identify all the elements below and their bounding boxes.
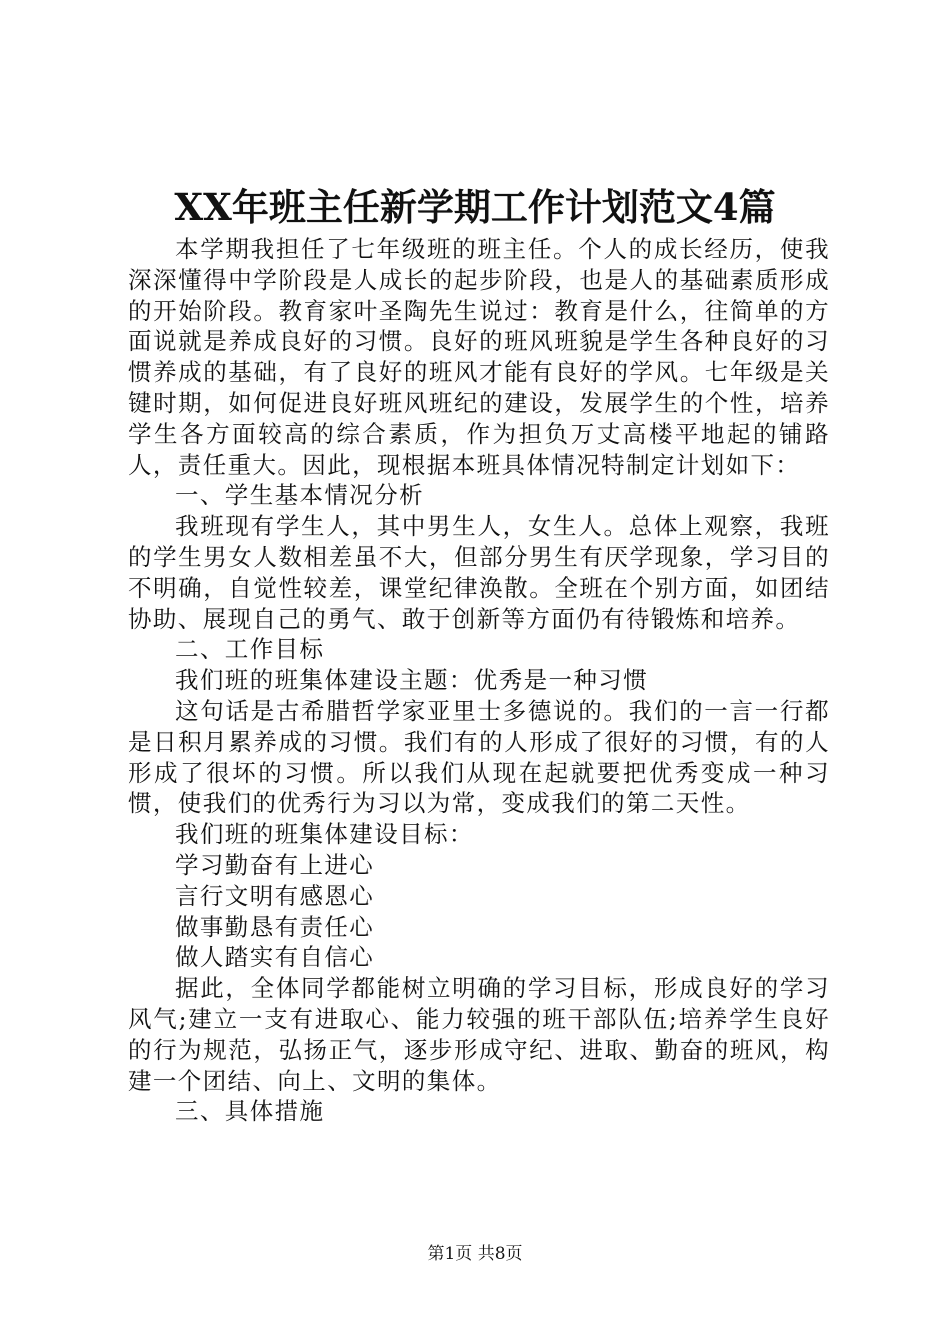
class-theme-line: 我们班的班集体建设主题：优秀是一种习惯 — [175, 666, 649, 695]
section-heading-measures: 三、具体措施 — [175, 1097, 325, 1126]
class-goals-heading: 我们班的班集体建设目标： — [175, 820, 474, 849]
theme-explanation-paragraph: 这句话是古希腊哲学家亚里士多德说的。我们的一言一行都是日积月累养成的习惯。我们有的人形成了很好的习惯，有的人形成了很坏的习惯。所以我们从现在起就要把优秀变成一种习惯，使我们的优秀行为习以为常，变成我们的第二天性。 — [128, 696, 830, 818]
goals-summary-paragraph: 据此，全体同学都能树立明确的学习目标，形成良好的学习风气;建立一支有进取心、能力较强的班干部队伍;培养学生良好的行为规范，弘扬正气，逐步形成守纪、进取、勤奋的班风，构建一个团结、向上、文明的集体。 — [128, 974, 830, 1095]
intro-paragraph: 本学期我担任了七年级班的班主任。个人的成长经历，使我深深懂得中学阶段是人成长的起步阶段，也是人的基础素质形成的开始阶段。教育家叶圣陶先生说过：教育是什么，往简单的方面说就是养成良好的习惯。良好的班风班貌是学生各种良好的习惯养成的基础，有了良好的班风才能有良好的学风。七年级是关键时期，如何促进良好班风班纪的建设，发展学生的个性，培养学生各方面较高的综合素质，作为担负万丈高楼平地起的铺路人，责任重大。因此，现根据本班具体情况特制定计划如下： — [128, 235, 830, 479]
student-analysis-paragraph: 我班现有学生人，其中男生人，女生人。总体上观察，我班的学生男女人数相差虽不大，但部分男生有厌学现象，学习目的不明确，自觉性较差，课堂纪律涣散。全班在个别方面，如团结协助、展现自己的勇气、敢于创新等方面仍有待锻炼和培养。 — [128, 512, 830, 633]
page-number-footer: 第1页 共8页 — [427, 1244, 523, 1264]
goal-item: 做事勤恳有责任心 — [175, 912, 375, 941]
document-body — [128, 234, 830, 1127]
document-title: XX年班主任新学期工作计划范文4篇 — [174, 185, 776, 229]
section-heading-work-goals: 二、工作目标 — [175, 635, 325, 664]
goal-item: 学习勤奋有上进心 — [175, 850, 375, 879]
goal-item: 做人踏实有自信心 — [175, 943, 375, 972]
goal-item: 言行文明有感恩心 — [175, 881, 375, 910]
section-heading-student-analysis: 一、学生基本情况分析 — [175, 481, 424, 510]
